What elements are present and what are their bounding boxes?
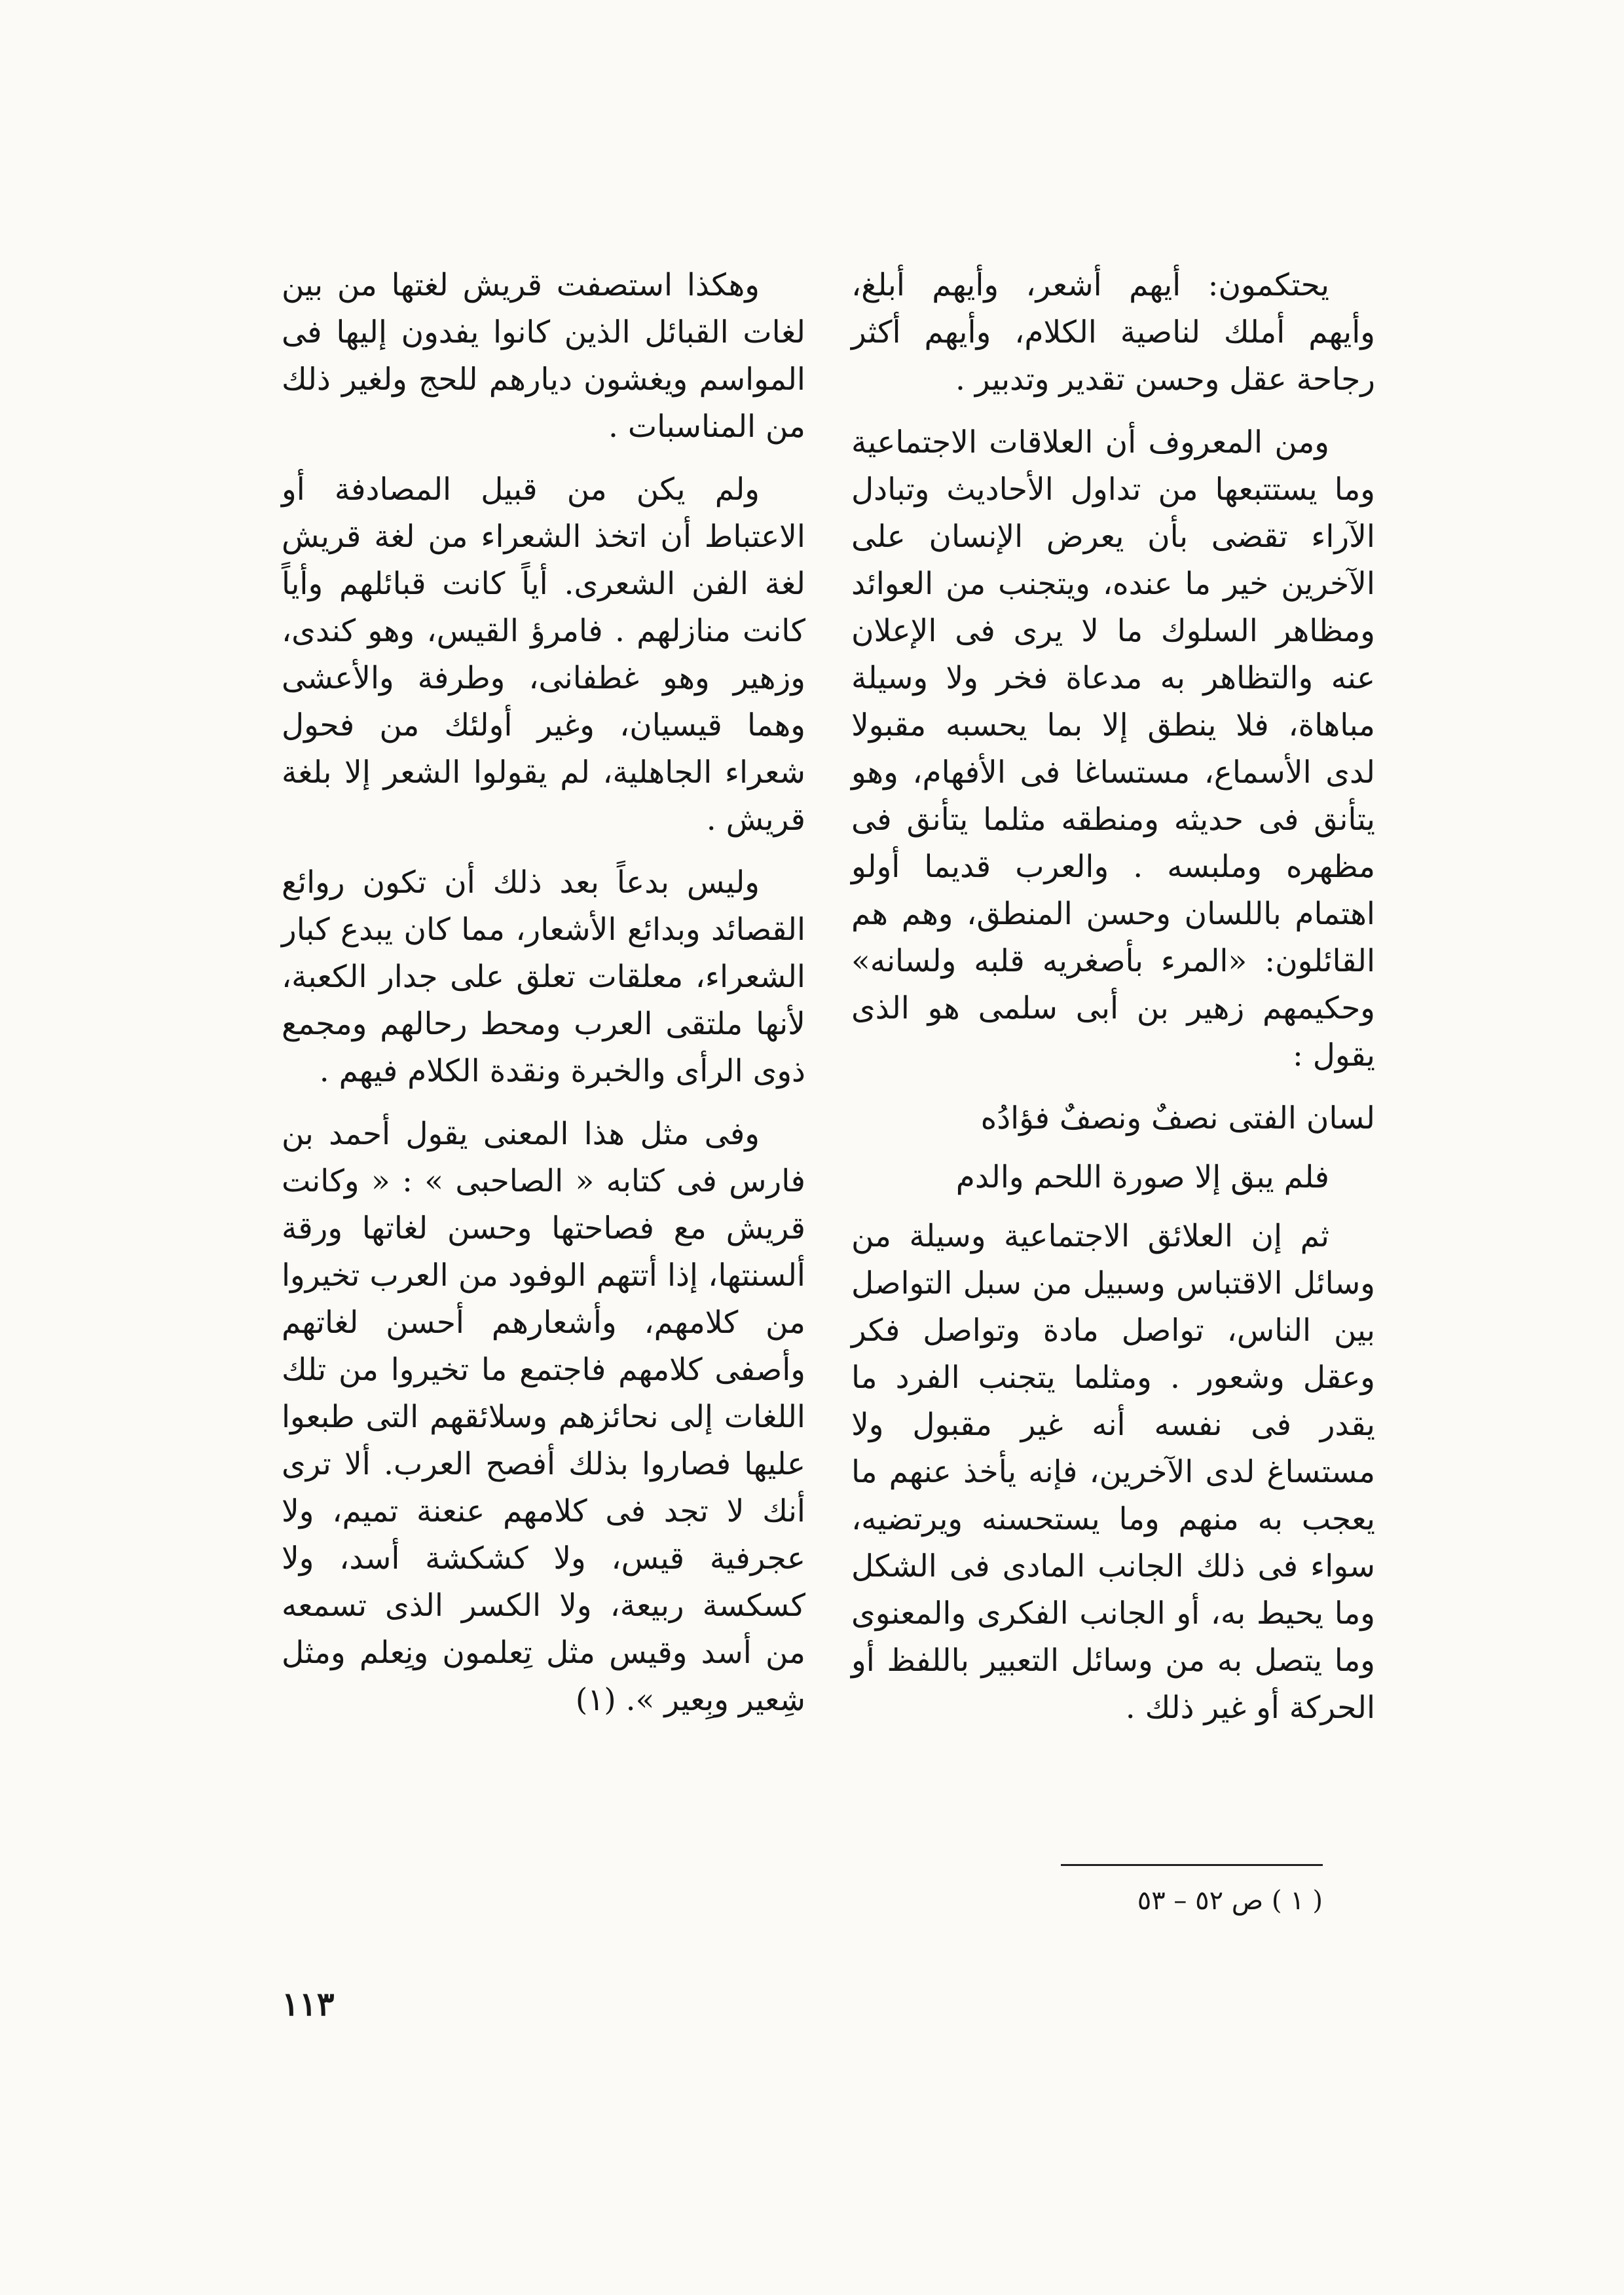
- right-column: [851, 262, 1375, 1747]
- paragraph: ومن المعروف أن العلاقات الاجتماعية وما يستتبعها من تداول الأحاديث وتبادل الآراء تقضى بأن يعرض الإنسان على الآخرين خير ما عنده، ويتجنب من العوائد ومظاهر السلوك ما لا يرى فى الإعلان عنه والتظاهر به مدعاة فخر ولا وسيلة مباهاة، فلا ينطق إلا بما يحسبه مقبولا لدى الأسماع، مستساغا فى الأفهام، وهو يتأنق فى حديثه ومنطقه مثلما يتأنق فى مظهره وملبسه . والعرب قديما أولو اهتمام باللسان وحسن المنطق، وهم هم القائلون: «المرء بأصغريه قلبه ولسانه» وحكيمهم زهير بن أبى سلمى هو الذى يقول :: [851, 424, 1375, 1073]
- page-number: ١١٣: [282, 1985, 335, 2023]
- paragraph: وهكذا استصفت قريش لغتها من بين لغات القبائل الذين كانوا يفدون إليها فى المواسم ويغشون ديارهم للحج ولغير ذلك من المناسبات .: [282, 267, 805, 445]
- paragraph: وليس بدعاً بعد ذلك أن تكون روائع القصائد وبدائع الأشعار، مما كان يبدع كبار الشعراء، معلقات تعلق على جدار الكعبة، لأنها ملتقى العرب ومحط رحالهم ومجمع ذوى الرأى والخبرة ونقدة الكلام فيهم .: [282, 865, 805, 1089]
- left-column: [282, 262, 805, 1740]
- verse-line: لسان الفتى نصفٌ ونصفٌ فؤادُه: [980, 1100, 1375, 1136]
- paragraph: يحتكمون: أيهم أشعر، وأيهم أبلغ، وأيهم أملك لناصية الكلام، وأيهم أكثر رجاحة عقل وحسن تقدير وتدبير .: [851, 267, 1375, 398]
- paragraph: ثم إن العلائق الاجتماعية وسيلة من وسائل الاقتباس وسبيل من سبل التواصل بين الناس، تواصل مادة وتواصل فكر وعقل وشعور . ومثلما يتجنب الفرد ما يقدر فى نفسه أنه غير مقبول ولا مستساغ لدى الآخرين، فإنه يأخذ عنهم ما يعجب به منهم وما يستحسنه ويرتضيه، سواء فى ذلك الجانب المادى فى الشكل وما يحيط به، أو الجانب الفكرى والمعنوى وما يتصل به من وسائل التعبير باللفظ أو الحركة أو غير ذلك .: [851, 1218, 1375, 1726]
- paragraph: ولم يكن من قبيل المصادفة أو الاعتباط أن اتخذ الشعراء من لغة قريش لغة الفن الشعرى. أياً كانت قبائلهم وأياً كانت منازلهم . فامرؤ القيس، وهو كندى، وزهير وهو غطفانى، وطرفة والأعشى وهما قيسيان، وغير أولئك من فحول شعراء الجاهلية، لم يقولوا الشعر إلا بلغة قريش .: [282, 472, 805, 838]
- footnote-rule: [1061, 1864, 1323, 1866]
- paragraph: وفى مثل هذا المعنى يقول أحمد بن فارس فى كتابه « الصاحبى » : « وكانت قريش مع فصاحتها وحسن لغاتها ورقة ألسنتها، إذا أتتهم الوفود من العرب تخيروا من كلامهم، وأشعارهم أحسن لغاتهم وأصفى كلامهم فاجتمع ما تخيروا من تلك اللغات إلى نحائزهم وسلائقهم التى طبعوا عليها فصاروا بذلك أفصح العرب. ألا ترى أنك لا تجد فى كلامهم عنعنة تميم، ولا عجرفية قيس، ولا كشكشة أسد، ولا كسكسة ربيعة، ولا الكسر الذى تسمعه من أسد وقيس مثل تِعلمون ونِعلم ومثل شِعير وبِعير ». (١): [282, 1116, 805, 1718]
- verse-line: فلم يبق إلا صورة اللحم والدم: [955, 1159, 1329, 1195]
- footnote: ( ١ ) ص ٥٢ – ٥٣: [1137, 1886, 1323, 1916]
